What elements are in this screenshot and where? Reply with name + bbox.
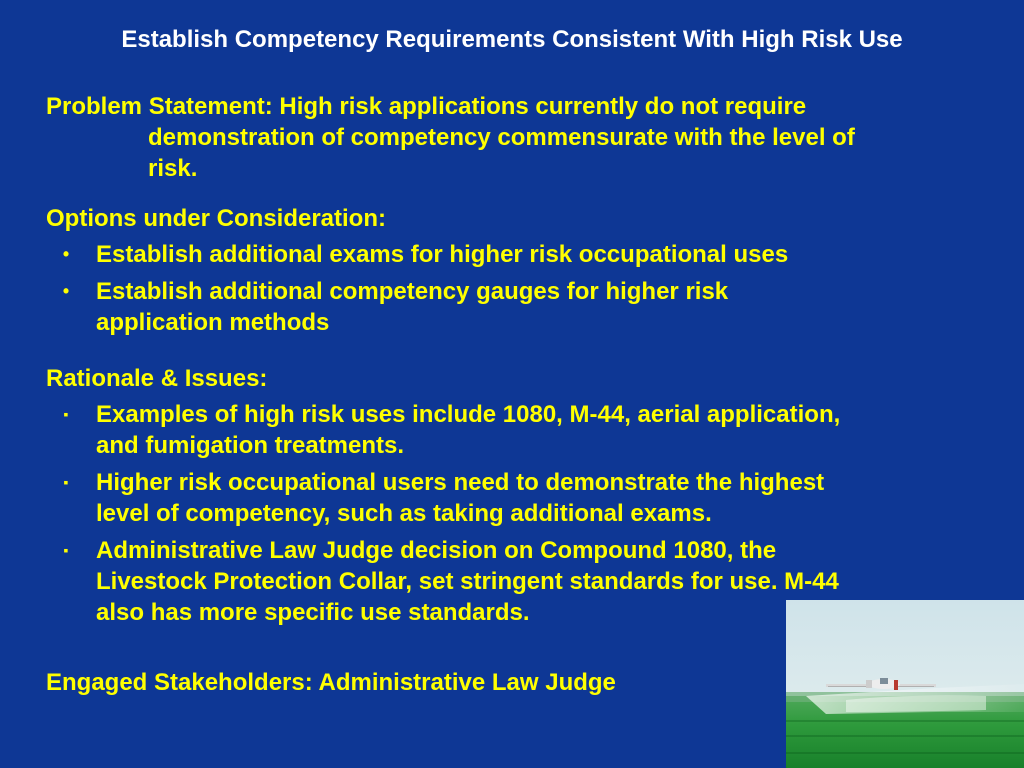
problem-statement xyxy=(46,91,855,184)
options-section xyxy=(46,203,788,344)
problem-statement-line-3: risk. xyxy=(148,155,198,182)
options-list-item xyxy=(46,276,788,338)
rationale-item-1-line-2: and fumigation treatments. xyxy=(96,432,405,459)
rationale-item-3-line-1: Administrative Law Judge decision on Compound 1080, the xyxy=(96,537,777,564)
problem-statement-line-2: demonstration of competency commensurate with the level of xyxy=(148,124,855,151)
rationale-list-item xyxy=(46,535,840,628)
rationale-item-2-line-1: Higher risk occupational users need to demonstrate the highest xyxy=(96,469,825,496)
slide-title: Establish Competency Requirements Consistent With High Risk Use xyxy=(121,26,903,53)
engaged-stakeholders: Engaged Stakeholders: Administrative Law Judge xyxy=(46,669,616,696)
bullet-square-icon: ▪ xyxy=(63,474,69,490)
options-item-2-line-2: application methods xyxy=(96,309,330,336)
rationale-item-1-line-1: Examples of high risk uses include 1080, M-44, aerial application, xyxy=(96,401,841,428)
options-list-item xyxy=(46,239,788,270)
crop-duster-photo xyxy=(786,600,1024,768)
rationale-list-item xyxy=(46,399,840,461)
bullet-dot-icon: • xyxy=(62,244,70,264)
rationale-list xyxy=(46,399,840,628)
bullet-dot-icon: • xyxy=(62,281,70,301)
options-item-2-line-1: Establish additional competency gauges for higher risk xyxy=(96,278,729,305)
rationale-item-2-line-2: level of competency, such as taking additional exams. xyxy=(96,500,712,527)
rationale-section xyxy=(46,363,840,634)
rationale-list-item xyxy=(46,467,840,529)
rationale-item-3-line-3: also has more specific use standards. xyxy=(96,599,530,626)
options-list xyxy=(46,239,788,338)
rationale-item-3-line-2: Livestock Protection Collar, set stringent standards for use. M-44 xyxy=(96,568,839,595)
options-item-1-line-1: Establish additional exams for higher risk occupational uses xyxy=(96,241,789,268)
rationale-heading: Rationale & Issues: xyxy=(46,365,268,392)
bullet-square-icon: ▪ xyxy=(63,406,69,422)
problem-statement-line-1: Problem Statement: High risk applications currently do not require xyxy=(46,93,807,120)
options-heading: Options under Consideration: xyxy=(46,205,386,232)
bullet-square-icon: ▪ xyxy=(63,542,69,558)
